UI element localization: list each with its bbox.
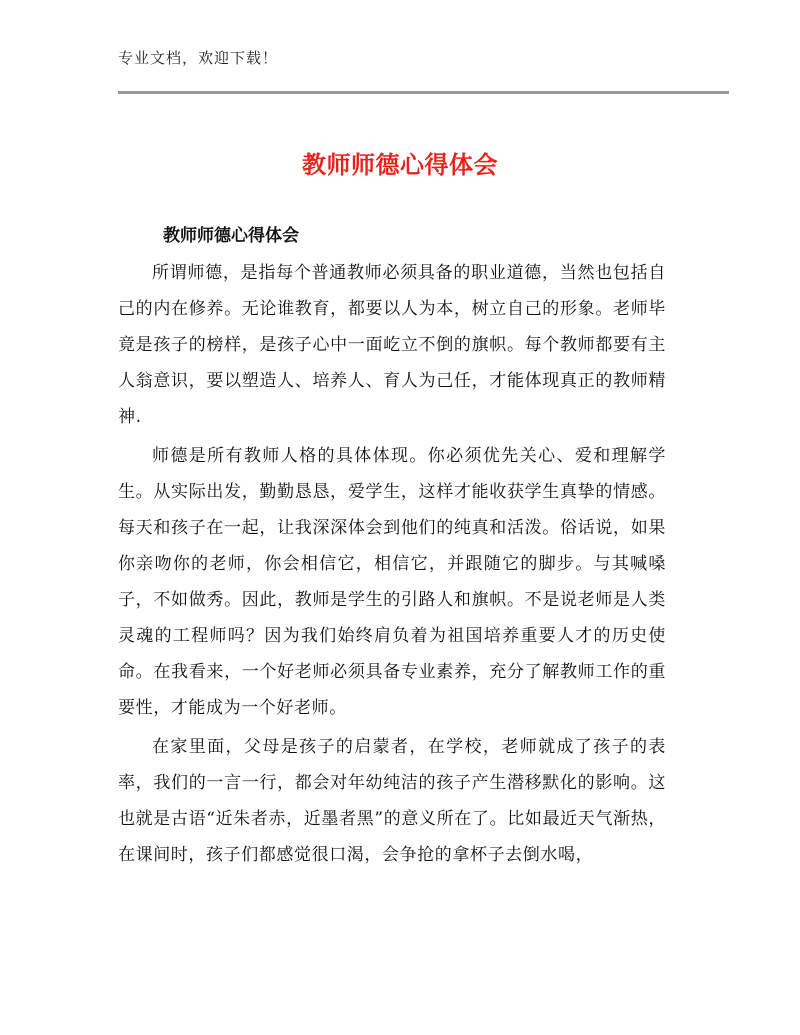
page-header-text: 专业文档，欢迎下载！ [118, 49, 279, 67]
document-subtitle: 教师师德心得体会 [163, 226, 299, 246]
paragraph: 师德是所有教师人格的具体体现。你必须优先关心、爱和理解学生。从实际出发，勤勤恳恳，爱学生，这样才能收获学生真挚的情感。每天和孩子在一起，让我深深体会到他们的纯真和活泼。俗话说，如果你亲吻你的老师，你会相信它，相信它，并跟随它的脚步。与其喊嗓子，不如做秀。因此，教师是学生的引路人和旗帜。不是说老师是人类灵魂的工程师吗？因为我们始终肩负着为祖国培养重要人才的历史使命。在我看来，一个好老师必须具备专业素养，充分了解教师工作的重要性，才能成为一个好老师。 [118, 446, 666, 718]
document-title: 教师师德心得体会 [302, 151, 498, 179]
header-divider [118, 91, 729, 94]
paragraph: 在家里面，父母是孩子的启蒙者，在学校，老师就成了孩子的表率，我们的一言一行，都会对年幼纯洁的孩子产生潜移默化的影响。这也就是古语“近朱者赤，近墨者黑”的意义所在了。比如最近天气渐热，在课间时，孩子们都感觉很口渴，会争抢的拿杯子去倒水喝， [118, 737, 666, 865]
document-body [118, 255, 666, 876]
paragraph: 所谓师德，是指每个普通教师必须具备的职业道德，当然也包括自己的内在修养。无论谁教育，都要以人为本，树立自己的形象。老师毕竟是孩子的榜样，是孩子心中一面屹立不倒的旗帜。每个教师都要有主人翁意识，要以塑造人、培养人、育人为己任，才能体现真正的教师精神. [118, 263, 666, 427]
